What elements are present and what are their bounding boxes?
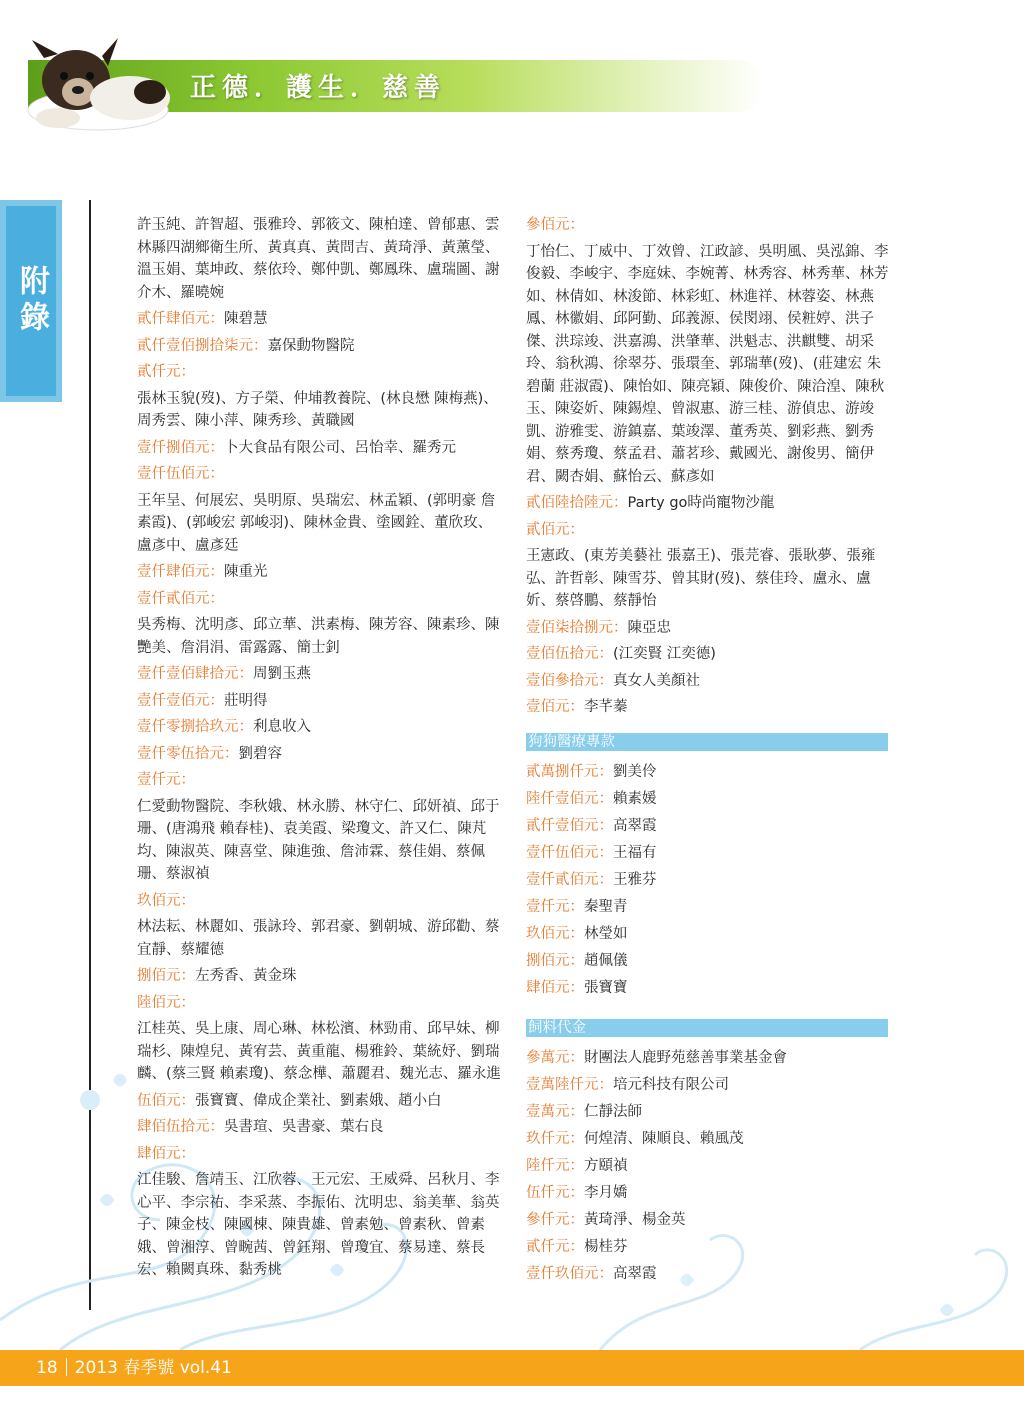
donation-entry <box>526 670 891 693</box>
donation-entry <box>526 1074 891 1097</box>
section-title-dog-medical: 狗狗醫療專款 <box>526 733 888 751</box>
donation-entry <box>526 1263 891 1286</box>
donation-amount: 壹佰伍拾元： <box>526 646 613 662</box>
donor-names: Party go時尚寵物沙龍 <box>627 495 775 511</box>
donation-amount: 貳仟壹佰捌拾柒元： <box>137 337 268 354</box>
donation-entry <box>526 896 891 919</box>
footer-separator <box>66 1358 67 1376</box>
donation-entry <box>137 716 502 739</box>
donation-amount: 壹仟零伍拾元： <box>137 745 239 762</box>
donor-names: 陳碧慧 <box>224 311 268 327</box>
donor-names: 仁靜法師 <box>584 1104 642 1120</box>
donor-names: 吳書瑄、吳書豪、葉右良 <box>224 1119 384 1135</box>
donation-entry <box>137 890 502 913</box>
header-title: 正德．護生．慈善 <box>190 73 447 103</box>
donation-amount: 壹仟壹佰元： <box>137 692 224 709</box>
donor-names: 何煌清、陳順良、賴風茂 <box>584 1131 744 1147</box>
donor-names: 劉碧容 <box>238 745 282 762</box>
donation-entry <box>137 1169 502 1282</box>
donation-amount: 玖佰元： <box>137 892 195 909</box>
donation-amount: 陸仟元： <box>526 1158 584 1174</box>
donor-names: 莊明得 <box>224 692 268 709</box>
donor-names: 真女人美顏社 <box>613 672 700 689</box>
donation-entry <box>526 1182 891 1205</box>
donation-amount: 壹佰參拾元： <box>526 672 613 689</box>
donor-names: 王雅芬 <box>613 871 657 888</box>
donation-amount: 肆佰伍拾元： <box>137 1119 224 1135</box>
donation-entry <box>526 1236 891 1259</box>
donation-entry <box>526 923 891 946</box>
donation-amount: 壹佰柒拾捌元： <box>526 619 628 636</box>
donation-entry <box>137 588 502 611</box>
donation-entry <box>526 1128 891 1151</box>
donation-amount: 陸仟壹佰元： <box>526 790 613 807</box>
donation-entry <box>137 308 502 331</box>
donation-entry <box>526 1209 891 1232</box>
donor-names: 江佳駿、詹靖玉、江欣蓉、王元宏、王威舜、呂秋月、李心平、李宗祐、李采蒸、李振佑、沈明忠、翁美華、翁英子、陳金枝、陳國棟、陳貴雄、曾素勉、曾素秋、曾素娥、曾湘淳、曾畹茜、曾鈺翔、曾瓊宜、蔡易達、蔡長宏、賴闕真珠、黏秀桃 <box>137 1172 500 1278</box>
donation-entry <box>137 361 502 384</box>
side-tab-inner <box>6 206 56 396</box>
donor-names: 陳亞忠 <box>627 619 671 636</box>
donor-names: 仁愛動物醫院、李秋娥、林永勝、林守仁、邱妍禎、邱于珊、(唐鴻飛 賴春桂)、袁美霞、梁瓊文、許又仁、陳芃均、陳淑英、陳喜堂、陳進強、詹沛霖、蔡佳娟、蔡佩珊、蔡淑禎 <box>137 798 500 882</box>
donation-entry <box>526 1101 891 1124</box>
donor-names: 許玉純、許智超、張雅玲、郭筱文、陳柏達、曾郁惠、雲林縣四湖鄉衛生所、黃真真、黃問吉、黃琦淨、黃薰瑩、溫玉娟、葉坤政、蔡依玲、鄭仲凱、鄭鳳珠、盧瑞圖、謝介木、羅曉婉 <box>137 217 500 301</box>
donor-names: 方頤禎 <box>584 1158 628 1174</box>
donor-names: 卜大食品有限公司、呂怡幸、羅秀元 <box>224 439 456 456</box>
donation-entry <box>526 1047 891 1070</box>
donor-names: 林法耘、林麗如、張詠玲、郭君豪、劉朝城、游邱勸、蔡宜靜、蔡耀德 <box>137 919 500 958</box>
donor-names: 高翠霞 <box>613 817 657 834</box>
donor-names: 李芊蓁 <box>584 699 628 715</box>
donation-amount: 壹仟玖佰元： <box>526 1266 613 1282</box>
donation-entry <box>526 1155 891 1178</box>
dog-photo-icon <box>18 36 178 132</box>
donation-entry <box>137 796 502 886</box>
donation-amount: 壹佰元： <box>526 699 584 715</box>
donor-names: 江桂英、吳上康、周心琳、林松濱、林勁甫、邱早妹、柳瑞杉、陳煌兒、黃宥芸、黃重龍、楊雅鈴、葉統妤、劉瑞麟、(蔡三賢 賴素瓊)、蔡念樺、蕭麗君、魏光志、羅永進 <box>137 1021 501 1082</box>
donor-names: 賴素媛 <box>613 790 657 807</box>
donation-entry <box>526 241 891 489</box>
donation-amount: 壹萬元： <box>526 1104 584 1120</box>
side-tab-label: 附錄 <box>14 265 49 337</box>
feed-list <box>526 1047 891 1286</box>
donation-entry <box>137 490 502 558</box>
donation-entry <box>137 965 502 988</box>
donation-amount: 捌佰元： <box>137 968 195 984</box>
donation-entry <box>137 690 502 713</box>
donation-amount: 貳萬捌仟元： <box>526 763 613 780</box>
donation-entry <box>526 761 891 784</box>
donor-names: 王憲政、(東芳美藝社 張嘉王)、張芫睿、張耿夢、張雍弘、許哲彰、陳雪芬、曾其財(歿)、蔡佳玲、盧永、盧妡、蔡啓鵬、蔡靜怡 <box>526 548 876 609</box>
issue-label: 2013 春季號 vol.41 <box>74 1358 232 1378</box>
donation-amount: 伍佰元： <box>137 1092 195 1109</box>
page-number: 18 <box>36 1358 58 1378</box>
donation-amount: 貳佰陸拾陸元： <box>526 495 628 511</box>
donation-amount: 參萬元： <box>526 1050 584 1066</box>
section-title-feed: 飼料代金 <box>526 1019 888 1037</box>
donor-names: 張寶寶 <box>584 979 628 996</box>
donation-entry <box>526 519 891 542</box>
donation-entry <box>526 214 891 237</box>
donation-amount: 陸佰元： <box>137 994 195 1011</box>
donation-amount: 貳仟元： <box>137 364 195 380</box>
donation-entry <box>137 388 502 433</box>
donor-names: 丁怡仁、丁威中、丁效曾、江政諺、吳明風、吳泓錦、李俊毅、李峻宇、李庭妹、李婉菁、林秀容、林秀華、林芳如、林倩如、林浚節、林彩虹、林進祥、林蓉姿、林燕鳳、林徽娟、邱阿勤、邱義源、侯閔翊、侯粧婷、洪子傑、洪琮竣、洪嘉鴻、洪肇華、洪魁志、洪麒雙、胡采玲、翁秋鴻、徐翠芬、張環奎、郭瑞華(歿)、(莊建宏 朱碧蘭 莊淑霞)、陳怡如、陳亮穎、陳俊价、陳洽湟、陳秋玉、陳姿妡、陳錫煌、曾淑惠、游三桂、游偵忠、游竣凱、游雅雯、游鎮嘉、葉竣澤、董秀英、劉彩燕、劉秀娟、蔡秀瓊、蔡孟君、蕭茗珍、戴國光、謝俊男、簡伊君、闕杏娟、蘇怡云、蘇彥如 <box>526 243 889 485</box>
donor-names: 財團法人鹿野苑慈善事業基金會 <box>584 1050 787 1066</box>
donation-amount: 玖佰元： <box>526 925 584 942</box>
donor-names: 黃琦淨、楊金英 <box>584 1212 686 1228</box>
donation-amount: 貳仟肆佰元： <box>137 311 224 327</box>
donation-amount: 壹仟壹佰肆拾元： <box>137 666 253 682</box>
donation-amount: 壹仟貳佰元： <box>137 590 224 607</box>
donation-amount: 伍仟元： <box>526 1185 584 1201</box>
donor-names: 培元科技有限公司 <box>613 1077 729 1093</box>
donation-amount: 壹仟肆佰元： <box>137 564 224 580</box>
donation-entry <box>137 214 502 304</box>
donor-names: 王年呈、何展宏、吳明原、吳瑞宏、林孟穎、(郭明豪 詹素霞)、(郭峻宏 郭峻羽)、陳林金貴、塗國銓、董欣玫、盧彥中、盧彥廷 <box>137 492 496 554</box>
donation-entry <box>137 916 502 961</box>
donor-names: 嘉保動物醫院 <box>267 337 355 354</box>
donation-amount: 壹仟零捌拾玖元： <box>137 719 253 735</box>
donation-entry <box>526 977 891 1000</box>
donation-amount: 壹仟元： <box>137 772 195 788</box>
donation-entry <box>526 815 891 838</box>
donor-names: (江奕賢 江奕德) <box>613 646 716 662</box>
donation-entry <box>137 463 502 486</box>
donation-amount: 參佰元： <box>526 217 584 233</box>
donation-amount: 壹萬陸仟元： <box>526 1077 613 1093</box>
dog-medical-list <box>526 761 891 1000</box>
donation-entry <box>137 614 502 659</box>
donation-entry <box>137 743 502 766</box>
donor-names: 劉美伶 <box>613 763 657 780</box>
donor-names: 張寶寶、偉成企業社、劉素娥、趙小白 <box>195 1092 442 1109</box>
donation-entry <box>137 1116 502 1139</box>
donor-names: 王福有 <box>613 844 657 861</box>
donor-names: 左秀香、黃金珠 <box>195 968 297 984</box>
donation-amount: 貳佰元： <box>526 521 584 538</box>
right-column <box>526 214 891 1290</box>
donor-names: 林瑩如 <box>584 925 628 942</box>
left-column <box>137 214 502 1286</box>
donor-names: 楊桂芬 <box>584 1239 628 1255</box>
donor-names: 陳重光 <box>224 564 268 580</box>
donor-names: 周劉玉燕 <box>253 666 311 682</box>
donation-amount: 壹仟元： <box>526 898 584 915</box>
donation-entry <box>137 437 502 460</box>
donation-amount: 壹仟捌佰元： <box>137 439 224 456</box>
footer-text <box>36 1350 232 1386</box>
donation-entry <box>137 992 502 1015</box>
donation-entry <box>137 769 502 792</box>
donation-entry <box>137 335 502 358</box>
right-column-top <box>526 214 891 719</box>
donation-amount: 參仟元： <box>526 1212 584 1228</box>
donation-entry <box>526 842 891 865</box>
donor-names: 張林玉貌(歿)、方子榮、仲埔教養院、(林良懋 陳梅燕)、周秀雲、陳小萍、陳秀珍、黃職國 <box>137 390 498 429</box>
donation-entry <box>137 561 502 584</box>
donation-entry <box>137 1143 502 1166</box>
donation-amount: 玖仟元： <box>526 1131 584 1147</box>
donation-entry <box>137 1018 502 1086</box>
donation-amount: 貳仟壹佰元： <box>526 817 613 834</box>
donation-entry <box>526 492 891 515</box>
donation-amount: 壹仟伍佰元： <box>526 844 613 861</box>
donation-amount: 壹仟伍佰元： <box>137 466 224 482</box>
donation-entry <box>526 643 891 666</box>
donor-names: 趙佩儀 <box>584 952 628 969</box>
donation-entry <box>526 950 891 973</box>
donation-entry <box>526 545 891 613</box>
side-tab <box>0 200 62 402</box>
donor-names: 吳秀梅、沈明彥、邱立華、洪素梅、陳芳容、陳素珍、陳艷美、詹涓涓、雷露露、簡士釗 <box>137 617 500 656</box>
donation-entry <box>526 696 891 719</box>
donor-names: 利息收入 <box>253 719 311 735</box>
donor-names: 秦聖青 <box>584 898 628 915</box>
donor-names: 高翠霞 <box>613 1266 657 1282</box>
donation-amount: 肆佰元： <box>526 979 584 996</box>
donor-names: 李月嬌 <box>584 1185 628 1201</box>
donation-amount: 貳仟元： <box>526 1239 584 1255</box>
donation-entry <box>526 617 891 640</box>
donation-entry <box>526 788 891 811</box>
donation-entry <box>137 663 502 686</box>
donation-entry <box>137 1090 502 1113</box>
donation-amount: 壹仟貳佰元： <box>526 871 613 888</box>
donation-entry <box>526 869 891 892</box>
donation-amount: 肆佰元： <box>137 1145 195 1162</box>
donation-amount: 捌佰元： <box>526 952 584 969</box>
